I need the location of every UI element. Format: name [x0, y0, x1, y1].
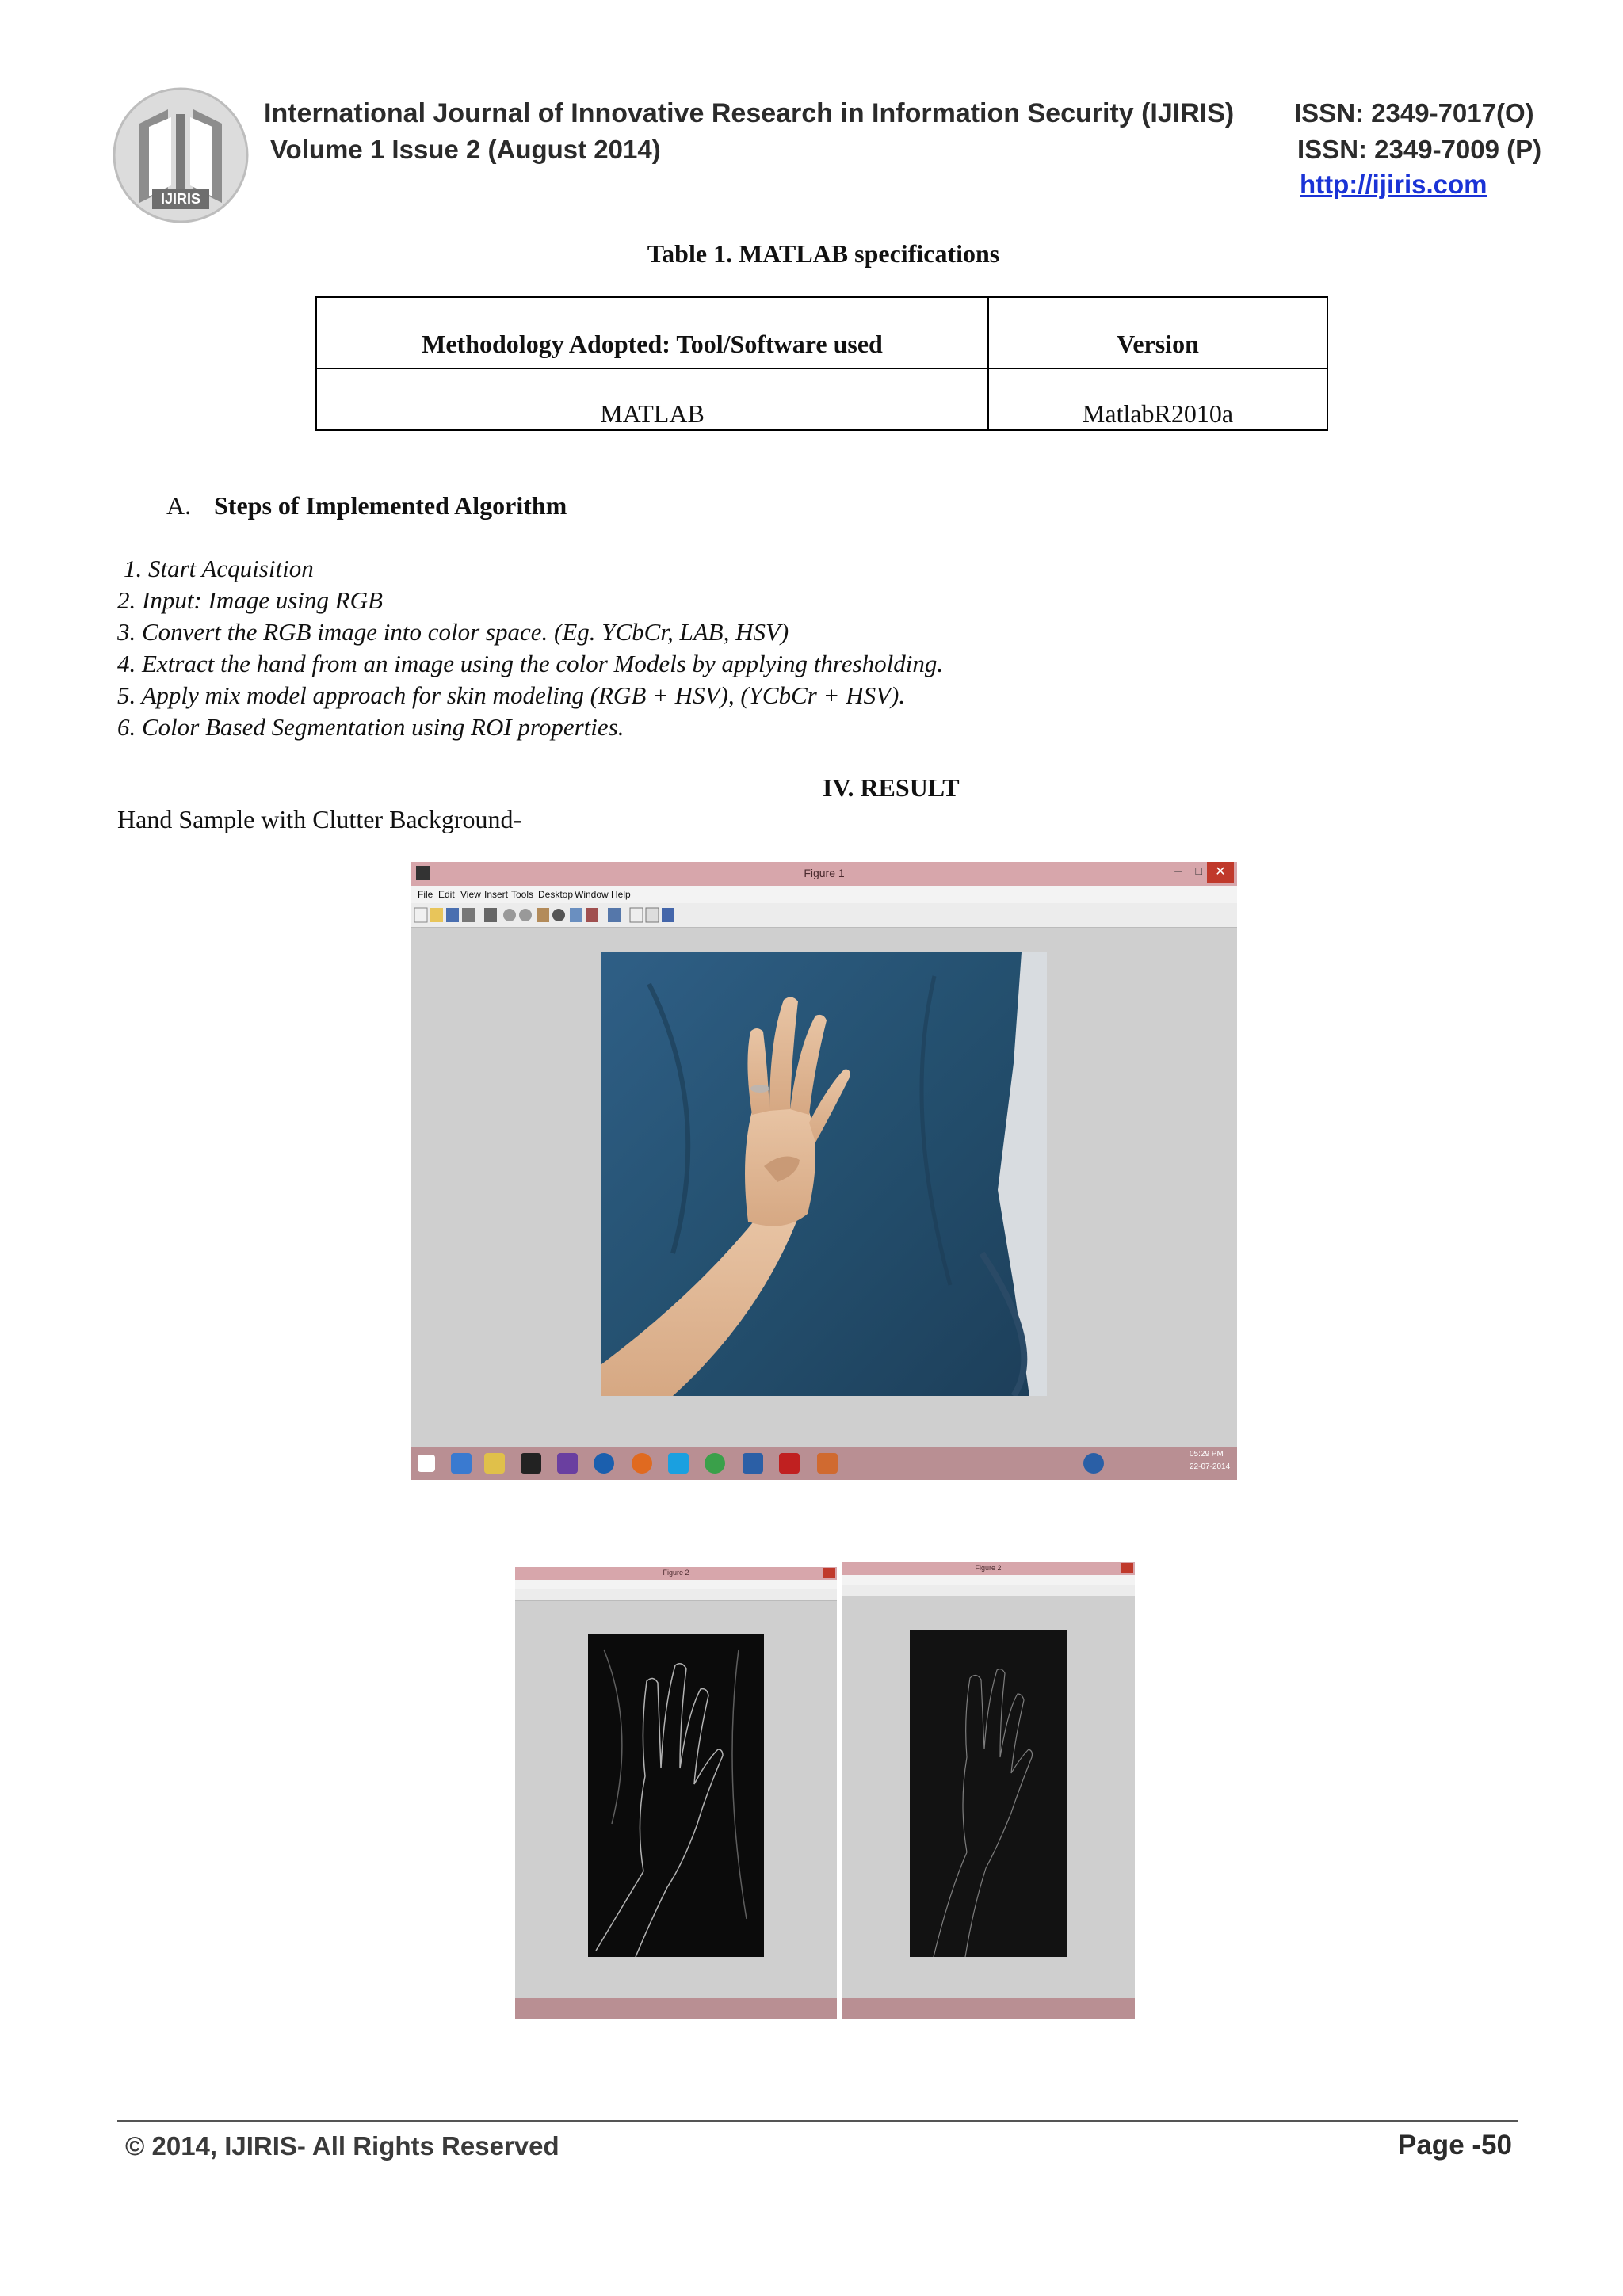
algorithm-step: 4. Extract the hand from an image using the color Models by applying thresholding. — [117, 650, 944, 677]
issn-online: ISSN: 2349-7017(O) — [1294, 98, 1534, 128]
algorithm-step: 3. Convert the RGB image into color space. (Eg. YCbCr, LAB, HSV) — [117, 618, 789, 646]
copyright-notice: © 2014, IJIRIS- All Rights Reserved — [125, 2131, 559, 2161]
windows-taskbar — [842, 1998, 1135, 2019]
window-title: Figure 2 — [975, 1564, 1002, 1572]
window-titlebar — [515, 1567, 837, 1580]
toolbar-icons[interactable] — [414, 906, 676, 924]
menu-bar — [842, 1575, 1135, 1585]
page-number: Page -50 — [1398, 2130, 1512, 2161]
figure-toolbar — [842, 1585, 1135, 1596]
firefox-icon[interactable] — [632, 1453, 652, 1474]
window-titlebar — [411, 862, 1237, 886]
table-header-tool: Methodology Adopted: Tool/Software used — [422, 330, 883, 358]
matlab-taskbar-icon[interactable] — [817, 1453, 838, 1474]
table-cell-tool: MATLAB — [600, 399, 705, 428]
algorithm-step: 6. Color Based Segmentation using ROI properties. — [117, 713, 624, 741]
file-explorer-icon[interactable] — [484, 1453, 505, 1474]
camera-icon[interactable] — [521, 1453, 541, 1474]
chrome-icon[interactable] — [705, 1453, 725, 1474]
issn-print: ISSN: 2349-7009 (P) — [1297, 135, 1542, 164]
edge-image — [910, 1630, 1067, 1957]
edge-image — [588, 1634, 764, 1957]
close-button[interactable] — [823, 1568, 835, 1578]
journal-volume: Volume 1 Issue 2 (August 2014) — [270, 135, 661, 164]
journal-url-link[interactable]: http://ijiris.com — [1300, 170, 1487, 199]
windows-taskbar — [411, 1447, 1237, 1480]
algorithm-step: 5. Apply mix model approach for skin modeling (RGB + HSV), (YCbCr + HSV). — [117, 681, 906, 709]
table-cell-version: MatlabR2010a — [1082, 399, 1234, 428]
start-icon[interactable] — [418, 1455, 435, 1472]
internet-explorer-icon[interactable] — [451, 1453, 472, 1474]
maximize-button[interactable]: □ — [1195, 864, 1202, 877]
hand-photo — [601, 952, 1047, 1396]
edge-figure-right — [842, 1562, 1135, 2019]
figure-toolbar — [515, 1589, 837, 1601]
menu-edit[interactable]: Edit — [438, 889, 455, 900]
media-icon[interactable] — [557, 1453, 578, 1474]
window-title: Figure 2 — [663, 1569, 689, 1577]
menu-help[interactable]: Help — [611, 889, 631, 900]
section-number: A. — [166, 491, 192, 520]
footer-divider — [117, 2120, 1518, 2122]
section-title: Steps of Implemented Algorithm — [214, 491, 567, 520]
menu-insert[interactable]: Insert — [484, 889, 509, 900]
table-divider — [317, 368, 1327, 369]
clock-date: 22-07-2014 — [1190, 1463, 1231, 1471]
figure-caption: Hand Sample with Clutter Background- — [117, 805, 522, 833]
table-caption: Table 1. MATLAB specifications — [647, 239, 1000, 268]
journal-title: International Journal of Innovative Research in Information Security (IJIRIS) — [264, 98, 1235, 128]
acrobat-icon[interactable] — [779, 1453, 800, 1474]
minimize-button[interactable]: – — [1174, 864, 1182, 878]
ijiris-logo — [113, 86, 249, 225]
close-button[interactable]: ✕ — [1207, 862, 1234, 883]
windows-taskbar — [515, 1998, 837, 2019]
close-button[interactable] — [1121, 1563, 1133, 1573]
algorithm-step: 2. Input: Image using RGB — [117, 586, 383, 614]
hp-icon[interactable] — [594, 1453, 614, 1474]
skype-icon[interactable] — [668, 1453, 689, 1474]
algorithm-step: 1. Start Acquisition — [124, 555, 314, 582]
word-icon[interactable] — [743, 1453, 763, 1474]
figure-toolbar — [411, 903, 1237, 928]
spec-table — [315, 296, 1328, 431]
menu-bar — [515, 1580, 837, 1589]
menu-bar — [411, 886, 1237, 903]
clock-time: 05:29 PM — [1190, 1450, 1224, 1459]
matlab-figure-window — [411, 862, 1237, 1480]
menu-file[interactable]: File — [418, 889, 433, 900]
menu-desktop[interactable]: Desktop — [538, 889, 574, 900]
menu-tools[interactable]: Tools — [511, 889, 534, 900]
menu-view[interactable]: View — [460, 889, 481, 900]
svg-text:IJIRIS: IJIRIS — [160, 191, 201, 207]
result-heading: IV. RESULT — [823, 773, 960, 802]
edge-figure-left — [515, 1567, 837, 2019]
table-header-version: Version — [1117, 330, 1199, 358]
help-icon[interactable] — [1083, 1453, 1104, 1474]
window-title: Figure 1 — [804, 867, 845, 879]
window-titlebar — [842, 1562, 1135, 1575]
menu-window[interactable]: Window — [575, 889, 609, 900]
